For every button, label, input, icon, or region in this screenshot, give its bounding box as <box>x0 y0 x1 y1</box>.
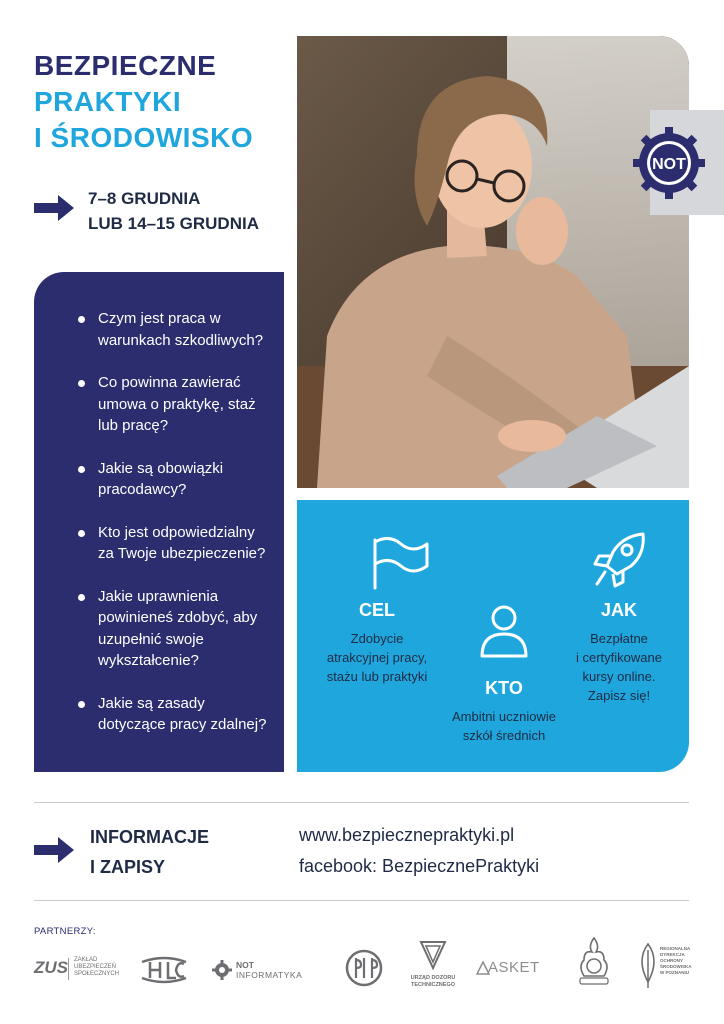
question-item: Jakie są obowiązki pracodawcy? <box>64 458 270 501</box>
partner-emblem-logo <box>138 952 190 988</box>
partner-logos <box>34 936 692 998</box>
flag-icon <box>371 536 429 590</box>
woman-with-laptop-image <box>297 36 689 488</box>
website-link[interactable]: www.bezpiecznepraktyki.pl <box>299 825 515 845</box>
fire-service-emblem-icon <box>574 936 614 992</box>
registration-line-1: INFORMACJE <box>90 827 210 847</box>
pip-logo <box>344 948 384 988</box>
title-line-2: PRAKTYKI <box>34 86 182 117</box>
title-line-3: I ŚRODOWISKO <box>34 122 254 153</box>
not-badge-text: NOT <box>652 156 686 173</box>
dates-line-2: LUB 14–15 GRUDNIA <box>88 214 259 233</box>
udt-logo: URZĄD DOZORU TECHNICZNEGO <box>408 940 458 996</box>
arrow-right-icon <box>34 195 74 221</box>
question-item: Kto jest odpowiedzialny za Twoje ubezpieczenie? <box>64 522 270 565</box>
kto-text: Ambitni uczniowie szkół średnich <box>451 709 557 743</box>
title-line-1: BEZPIECZNE <box>34 50 217 81</box>
divider <box>34 900 689 901</box>
info-cel <box>313 600 441 686</box>
page-title <box>34 48 253 156</box>
cel-label: CEL <box>359 600 395 620</box>
hero-photo <box>297 36 689 488</box>
facebook-link[interactable]: facebook: BezpiecznePraktyki <box>299 856 540 876</box>
not-informatyka-logo: NOT INFORMATYKA <box>212 958 322 984</box>
questions-list <box>64 308 270 736</box>
dates-line-1: 7–8 GRUDNIA <box>88 189 201 208</box>
question-item: Czym jest praca w warunkach szkodliwych? <box>64 308 270 351</box>
question-item: Jakie uprawnienia powinieneś zdobyć, aby uzupełnić swoje wykształcenie? <box>64 586 270 672</box>
leaf-icon <box>638 942 658 990</box>
rocket-icon <box>593 530 649 588</box>
partners-label: PARTNERZY: <box>34 926 96 937</box>
jak-label: JAK <box>600 600 637 620</box>
zus-logo <box>34 956 124 986</box>
asket-logo: ASKET <box>476 958 552 980</box>
info-jak <box>557 600 681 705</box>
person-icon <box>479 604 529 658</box>
registration-line-2: I ZAPISY <box>90 857 166 877</box>
cel-text: Zdobycie atrakcyjnej pracy, stażu lub praktyki <box>326 631 428 684</box>
not-logo-badge <box>632 126 706 200</box>
pip-emblem-icon <box>344 948 384 988</box>
divider <box>34 802 689 803</box>
gear-icon <box>212 960 232 980</box>
jak-text: Bezpłatne i certyfikowane kursy online. Zapisz się! <box>576 631 662 703</box>
registration-heading <box>90 822 209 882</box>
zus-name: ZAKŁAD UBEZPIECZEŃ SPOŁECZNYCH <box>74 957 120 977</box>
info-box <box>297 500 689 772</box>
udt-emblem-icon <box>419 940 447 970</box>
contact-links <box>299 820 539 882</box>
kto-label: KTO <box>485 678 523 698</box>
question-item: Co powinna zawierać umowa o praktykę, staż lub pracę? <box>64 372 270 437</box>
zus-mark: ZUS <box>34 958 68 977</box>
rdos-logo: REGIONALNA DYREKCJA OCHRONY ŚRODOWISKA W POZNANIU <box>638 942 694 994</box>
arrow-right-icon <box>34 837 74 863</box>
questions-panel <box>34 272 284 772</box>
course-dates <box>88 186 259 236</box>
info-kto <box>431 678 577 745</box>
question-item: Jakie są zasady dotyczące pracy zdalnej? <box>64 693 270 736</box>
